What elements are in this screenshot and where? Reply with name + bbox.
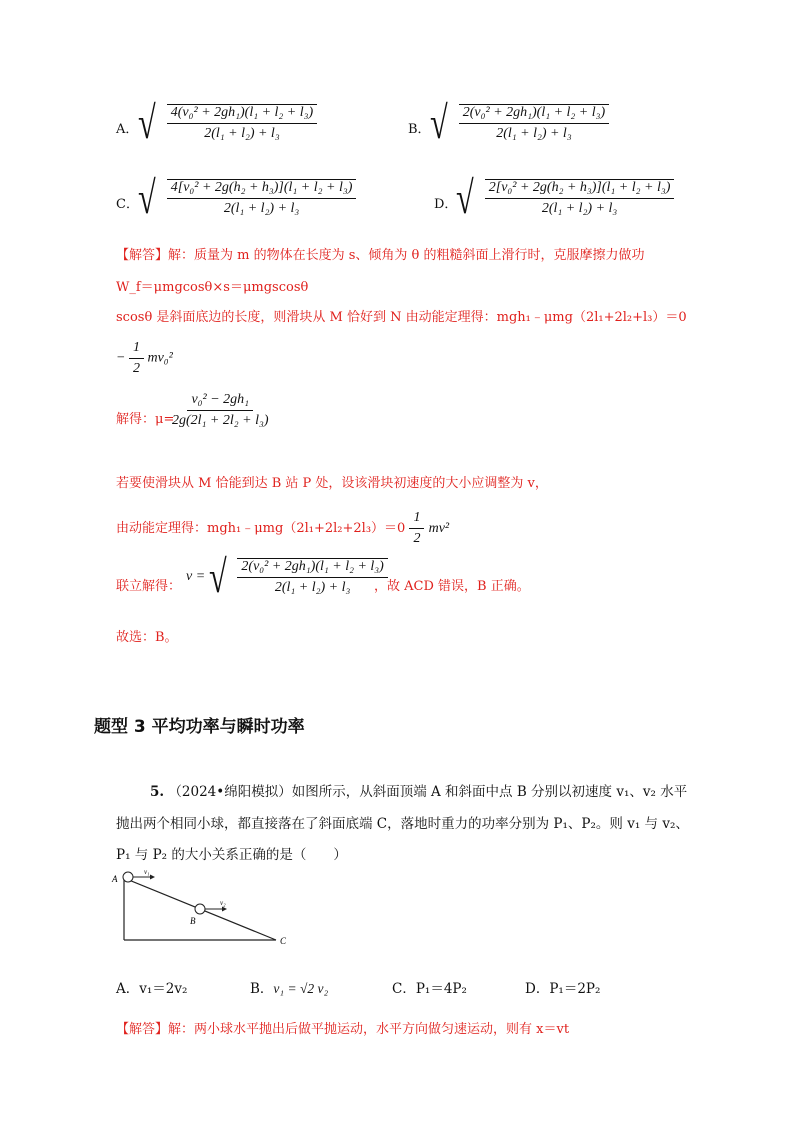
answer2-line bbox=[116, 1018, 569, 1037]
label-a: A bbox=[112, 874, 118, 884]
numerator: 4(v₀² + 2gh₁)(l₁ + l₂ + l₃) bbox=[167, 104, 317, 124]
sqrt-icon: √ bbox=[208, 551, 227, 602]
v-equals: v = bbox=[186, 569, 206, 585]
option-letter: D． bbox=[525, 981, 550, 997]
numerator: v₀² − 2gh₁ bbox=[187, 392, 253, 411]
answer-tag: 【解答】 bbox=[116, 248, 169, 263]
sqrt-icon: √ bbox=[138, 97, 156, 148]
question-text: （2024•绵阳模拟）如图所示，从斜面顶端 A 和斜面中点 B 分别以初速度 v₁、v₂ 水平 bbox=[168, 784, 688, 800]
option-text: P₁＝4P₂ bbox=[415, 981, 467, 997]
incline-diagram bbox=[108, 868, 298, 950]
denominator: 2 bbox=[413, 531, 421, 546]
sqrt-icon: √ bbox=[430, 97, 448, 148]
question-number: 5. bbox=[150, 784, 165, 800]
mu-result bbox=[116, 408, 174, 427]
option-letter: A． bbox=[116, 981, 140, 997]
option-d bbox=[434, 193, 457, 212]
option-c-formula bbox=[138, 172, 356, 223]
label-c: C bbox=[280, 936, 287, 946]
label-v2: v₂ bbox=[220, 899, 226, 907]
kinetic-term: mv₀² bbox=[147, 350, 173, 366]
label-v1: v₁ bbox=[144, 868, 150, 876]
option-letter: A． bbox=[116, 122, 139, 137]
option-letter: C． bbox=[116, 197, 139, 212]
mu-label: 解得：μ= bbox=[116, 412, 175, 427]
answer-choice: 故选：B。 bbox=[116, 630, 178, 645]
option-d-formula bbox=[456, 172, 674, 223]
question-line-1 bbox=[150, 780, 687, 800]
minus-sign: − bbox=[116, 350, 126, 366]
ball-b bbox=[195, 904, 205, 914]
denominator: 2g(2l₁ + 2l₂ + l₃) bbox=[172, 413, 269, 428]
answer-text: 解：质量为 m 的物体在长度为 s、倾角为 θ 的粗糙斜面上滑行时，克服摩擦力做功 bbox=[168, 248, 645, 263]
answer-line-2: W_f＝μmgcosθ×s＝μmgscosθ bbox=[116, 280, 309, 295]
option-letter: C． bbox=[392, 981, 416, 997]
denominator: 2(l₁ + l₂) + l₃ bbox=[496, 126, 572, 141]
v-result-label: 联立解得： bbox=[116, 579, 182, 594]
numerator: 2[v₀² + 2g(h₂ + h₃)](l₁ + l₂ + l₃) bbox=[485, 179, 675, 199]
arrow-head-v2 bbox=[222, 907, 227, 912]
option-c bbox=[116, 193, 139, 212]
option-a-formula bbox=[138, 97, 317, 148]
option-text: P₁＝2P₂ bbox=[549, 981, 601, 997]
option-text: v₁ = √2 v₂ bbox=[273, 981, 329, 996]
v-result-formula bbox=[186, 551, 388, 602]
option-letter: B． bbox=[408, 122, 431, 137]
option-a bbox=[116, 118, 138, 137]
q5-option-c bbox=[392, 977, 467, 997]
sqrt-icon: √ bbox=[456, 172, 474, 223]
answer-line-4 bbox=[116, 340, 173, 377]
arrow-head-v1 bbox=[150, 875, 155, 880]
answer-text: 解：两小球水平抛出后做平抛运动，水平方向做匀速运动，则有 x＝vt bbox=[168, 1022, 570, 1037]
numerator: 4[v₀² + 2g(h₂ + h₃)](l₁ + l₂ + l₃) bbox=[167, 179, 357, 199]
v-result-conclusion: ，故 ACD 错误，B 正确。 bbox=[374, 579, 530, 594]
ball-a bbox=[123, 872, 133, 882]
section-title: 题型 3 平均功率与瞬时功率 bbox=[94, 717, 305, 737]
denominator: 2(l₁ + l₂) + l₃ bbox=[541, 201, 618, 216]
numerator: 1 bbox=[129, 340, 144, 359]
option-b-formula bbox=[430, 97, 609, 148]
energy-equation: 由动能定理得：mgh₁﹣μmg（2l₁+2l₂+2l₃）＝0 bbox=[116, 521, 406, 536]
q5-option-b bbox=[250, 977, 328, 997]
denominator: 2(l₁ + l₂) + l₃ bbox=[223, 201, 300, 216]
mu-formula bbox=[168, 392, 273, 429]
label-b: B bbox=[190, 916, 196, 926]
option-b bbox=[408, 118, 431, 137]
question-line-2: 抛出两个相同小球，都直接落在了斜面底端 C，落地时重力的功率分别为 P₁、P₂。则 v₁ 与 v₂、 bbox=[116, 816, 689, 832]
denominator: 2(l₁ + l₂) + l₃ bbox=[274, 580, 351, 595]
q5-option-a bbox=[116, 977, 187, 997]
sqrt-icon: √ bbox=[138, 172, 156, 223]
answer-line-6: 若要使滑块从 M 恰能到达 B 站 P 处，设该滑块初速度的大小应调整为 v， bbox=[116, 476, 548, 491]
numerator: 2(v₀² + 2gh₁)(l₁ + l₂ + l₃) bbox=[459, 104, 609, 124]
answer-line-7 bbox=[116, 510, 449, 547]
option-text: v₁＝2v₂ bbox=[139, 981, 188, 997]
option-letter: D． bbox=[434, 197, 458, 212]
answer-tag: 【解答】 bbox=[116, 1022, 169, 1037]
denominator: 2(l₁ + l₂) + l₃ bbox=[204, 126, 280, 141]
option-letter: B． bbox=[250, 981, 274, 997]
kinetic-term: mv² bbox=[428, 521, 450, 536]
answer-line-3: scosθ 是斜面底边的长度，则滑块从 M 恰好到 N 由动能定理得：mgh₁﹣μmg（2l₁+2l₂+l₃）＝0 bbox=[116, 310, 687, 325]
denominator: 2 bbox=[132, 361, 140, 376]
numerator: 2(v₀² + 2gh₁)(l₁ + l₂ + l₃) bbox=[237, 558, 387, 578]
answer-line-1 bbox=[116, 244, 645, 263]
question-line-3: P₁ 与 P₂ 的大小关系正确的是（ ） bbox=[116, 847, 347, 863]
q5-option-d bbox=[525, 977, 600, 997]
numerator: 1 bbox=[409, 510, 424, 529]
